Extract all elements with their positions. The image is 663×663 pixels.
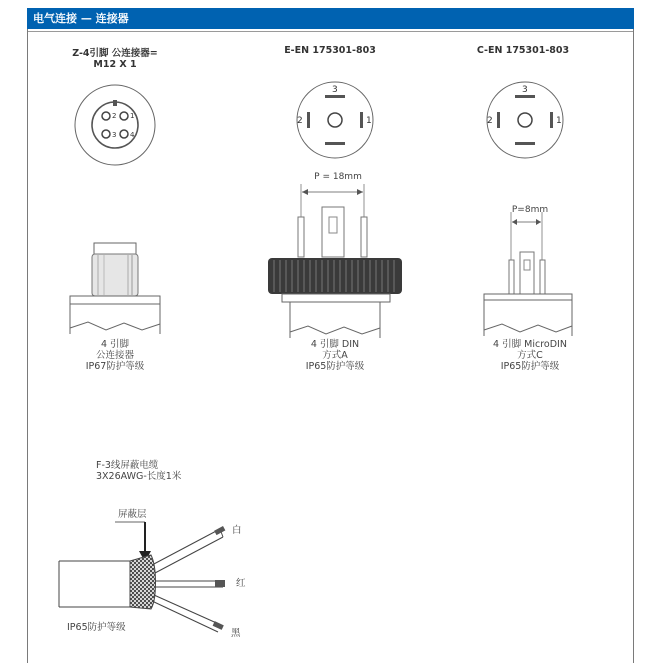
din-c-pitch-label: P=8mm xyxy=(511,205,549,215)
connector-c-title-line1: C-EN 175301-803 xyxy=(476,45,570,56)
caption-line: 4 引脚 xyxy=(100,339,130,350)
frame-border-right xyxy=(633,29,634,663)
wire-label-red: 红 xyxy=(236,578,246,589)
m12-pin-label: 3 xyxy=(112,131,117,139)
m12-pin xyxy=(102,130,110,138)
connector-e-title xyxy=(275,45,385,56)
wire-label-black: 黑 xyxy=(231,628,241,639)
wire-label-white: 白 xyxy=(232,525,242,536)
connector-z-title-line2: M12 X 1 xyxy=(93,59,137,70)
cable-title-line1: F-3线屏蔽电缆 xyxy=(96,460,159,471)
din-a-pin-label: 2 xyxy=(297,116,303,126)
din-c-face-diagram xyxy=(480,78,570,168)
frame-divider xyxy=(27,31,634,32)
cable-rating: IP65防护等级 xyxy=(67,622,126,633)
m12-pin xyxy=(120,112,128,120)
m12-pin-label: 1 xyxy=(130,112,135,120)
caption-line: IP65防护等级 xyxy=(500,361,560,372)
connector-e-title-line1: E-EN 175301-803 xyxy=(284,45,376,56)
m12-pin-label: 2 xyxy=(112,112,117,120)
din-a-pin-label: 3 xyxy=(332,85,338,95)
cable-title-line2: 3X26AWG-长度1米 xyxy=(96,471,182,482)
caption-line: IP67防护等级 xyxy=(85,361,145,372)
connector-z-title-line1: Z-4引脚 公连接器= xyxy=(72,48,158,59)
connector-e-caption xyxy=(285,339,385,372)
din-c-pin-label: 2 xyxy=(487,116,493,126)
din-a-face-diagram xyxy=(290,78,380,168)
caption-line: 方式C xyxy=(517,350,543,361)
caption-line: 4 引脚 MicroDIN xyxy=(493,339,567,350)
connector-c-caption xyxy=(470,339,590,372)
din-c-side-diagram xyxy=(478,202,578,342)
din-a-pin-label: 1 xyxy=(366,116,372,126)
connector-c-title xyxy=(463,45,583,56)
cable-title xyxy=(96,460,181,482)
m12-face-diagram xyxy=(70,80,160,170)
m12-pin-label: 4 xyxy=(130,131,135,139)
caption-line: 公连接器 xyxy=(95,350,134,361)
caption-line: IP65防护等级 xyxy=(305,361,365,372)
m12-pin xyxy=(120,130,128,138)
caption-line: 4 引脚 DIN xyxy=(310,339,360,350)
m12-pin xyxy=(102,112,110,120)
din-c-pin-label: 1 xyxy=(556,116,562,126)
m12-side-diagram xyxy=(66,238,166,338)
frame-border-left xyxy=(27,29,28,663)
connector-z-caption xyxy=(65,339,165,372)
din-a-pitch-label: P = 18mm xyxy=(314,172,362,182)
connector-z-title xyxy=(60,45,170,70)
shield-label: 屏蔽层 xyxy=(118,509,147,520)
din-a-side-diagram xyxy=(266,172,406,342)
caption-line: 方式A xyxy=(322,350,348,361)
din-c-pin-label: 3 xyxy=(522,85,528,95)
section-header: 电气连接 — 连接器 xyxy=(27,8,634,29)
